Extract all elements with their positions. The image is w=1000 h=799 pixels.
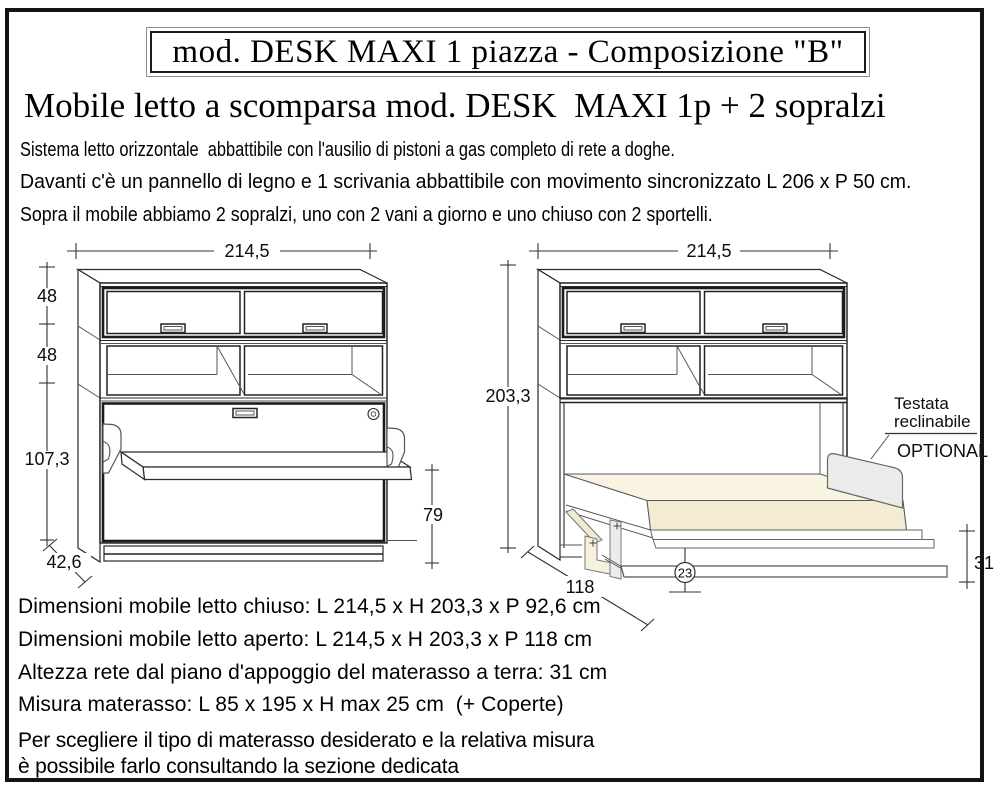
bed-frame-band bbox=[651, 530, 923, 540]
bed-unit-height-dim: 107,3 bbox=[24, 449, 70, 469]
open-left-side-face bbox=[538, 270, 560, 561]
desk-reference-marker: 23 bbox=[677, 565, 693, 581]
closed-front-face bbox=[100, 283, 387, 543]
drawing-closed-cabinet bbox=[78, 270, 417, 563]
spec-open-dimensions: Dimensioni mobile letto aperto: L 214,5 x H 203,3 x P 118 cm bbox=[18, 628, 593, 651]
page-title: Mobile letto a scomparsa mod. DESK MAXI 1p + 2 sopralzi bbox=[24, 86, 886, 125]
spec-frame-height: Altezza rete dal piano d'appoggio del materasso a terra: 31 cm bbox=[18, 661, 608, 684]
intro-line-3: Sopra il mobile abbiamo 2 sopralzi, uno con 2 vani a giorno e uno chiuso con 2 sportelli. bbox=[20, 204, 713, 226]
spec-closed-dimensions: Dimensioni mobile letto chiuso: L 214,5 x H 203,3 x P 92,6 cm bbox=[18, 595, 601, 618]
note-line-2: è possibile farlo consultando la sezione dedicata bbox=[18, 755, 459, 778]
open-depth-dim: 118 bbox=[565, 577, 595, 597]
under-bed-desk bbox=[621, 566, 947, 577]
intro-line-2: Davanti c'è un pannello di legno e 1 scrivania abbattibile con movimento sincronizzato L 206 x P 50 cm. bbox=[20, 170, 912, 193]
total-height-dim: 203,3 bbox=[485, 386, 531, 406]
headboard-label-line1: Testata bbox=[894, 394, 949, 413]
mattress-front bbox=[647, 501, 907, 531]
closed-top-face bbox=[78, 270, 387, 284]
bed-leg-rear bbox=[610, 520, 621, 579]
closed-width-dim: 214,5 bbox=[224, 241, 270, 261]
open-width-dim: 214,5 bbox=[686, 241, 732, 261]
headboard-label-line2: reclinabile bbox=[894, 412, 971, 431]
desk-top bbox=[121, 452, 410, 467]
bed-base-height-dim: 31 bbox=[973, 553, 995, 573]
desk-height-dim: 79 bbox=[422, 505, 444, 525]
desk-front-edge bbox=[143, 467, 412, 480]
drawing-open-cabinet bbox=[538, 270, 988, 580]
open-top-face bbox=[538, 270, 847, 284]
optional-label: OPTIONAL bbox=[897, 441, 989, 461]
note-line-1: Per scegliere il tipo di materasso desiderato e la relativa misura bbox=[18, 729, 595, 752]
closed-left-side-face bbox=[78, 270, 100, 563]
top-unit-height-dim: 48 bbox=[36, 286, 58, 306]
bed-panel-band bbox=[653, 540, 934, 549]
closed-depth-dim: 42,6 bbox=[46, 552, 82, 572]
intro-line-1: Sistema letto orizzontale abbattibile con l'ausilio di pistoni a gas completo di rete a doghe. bbox=[20, 139, 675, 161]
model-title: mod. DESK MAXI 1 piazza - Composizione "B" bbox=[172, 33, 844, 70]
mid-unit-height-dim: 48 bbox=[36, 345, 58, 365]
spec-mattress-size: Misura materasso: L 85 x 195 x H max 25 cm (+ Coperte) bbox=[18, 693, 564, 716]
